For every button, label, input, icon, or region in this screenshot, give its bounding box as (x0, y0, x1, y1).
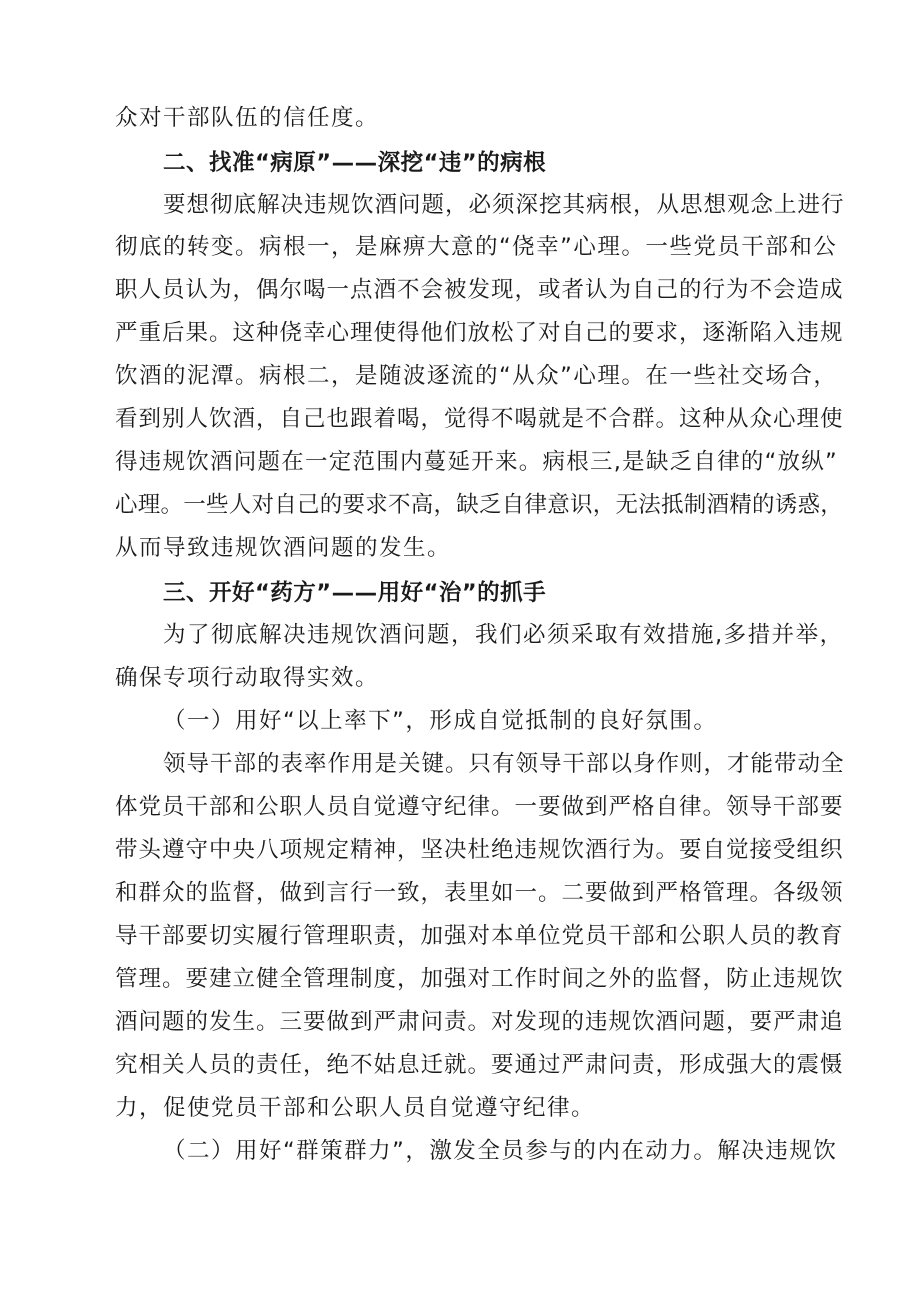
paragraph-line: 力，促使党员干部和公职人员自觉遵守纪律。 (115, 1095, 596, 1121)
paragraph-line: 管理。要建立健全管理制度，加强对工作时间之外的监督，防止违规饮 (115, 966, 844, 992)
paragraph-line: 为了彻底解决违规饮酒问题，我们必须采取有效措施,多措并举， (163, 622, 844, 648)
paragraph-line: 确保专项行动取得实效。 (115, 665, 380, 691)
paragraph-line: 导干部要切实履行管理职责，加强对本单位党员干部和公职人员的教育 (115, 923, 844, 949)
paragraph-line: 得违规饮酒问题在一定范围内蔓延开来。病根三,是缺乏自律的“放纵” (115, 449, 838, 475)
paragraph-line: 究相关人员的责任，绝不姑息迁就。要通过严肃问责，形成强大的震慑 (115, 1052, 844, 1078)
subsection-heading: （一）用好“以上率下”，形成自觉抵制的良好氛围。 (163, 708, 718, 734)
paragraph-line: 从而导致违规饮酒问题的发生。 (115, 535, 452, 561)
subsection-heading: （二）用好“群策群力”，激发全员参与的内在动力。解决违规饮 (163, 1138, 838, 1164)
section-heading: 二、找准“病原”——深挖“违”的病根 (163, 150, 547, 176)
paragraph-line: 职人员认为，偶尔喝一点酒不会被发现，或者认为自己的行为不会造成 (115, 277, 844, 303)
paragraph-line: 带头遵守中央八项规定精神，坚决杜绝违规饮酒行为。要自觉接受组织 (115, 837, 844, 863)
paragraph-line: 酒问题的发生。三要做到严肃问责。对发现的违规饮酒问题，要严肃追 (115, 1009, 844, 1035)
paragraph-line: 领导干部的表率作用是关键。只有领导干部以身作则，才能带动全 (163, 751, 845, 777)
paragraph-line: 要想彻底解决违规饮酒问题，必须深挖其病根，从思想观念上进行 (163, 192, 845, 218)
section-heading: 三、开好“药方”——用好“治”的抓手 (163, 580, 547, 606)
paragraph-line: 体党员干部和公职人员自觉遵守纪律。一要做到严格自律。领导干部要 (115, 794, 844, 820)
paragraph-line: 看到别人饮酒，自己也跟着喝，觉得不喝就是不合群。这种从众心理使 (115, 406, 844, 432)
paragraph-line: 和群众的监督，做到言行一致，表里如一。二要做到严格管理。各级领 (115, 880, 844, 906)
paragraph-line: 心理。一些人对自己的要求不高，缺乏自律意识，无法抵制酒精的诱惑， (115, 492, 844, 518)
paragraph-line: 彻底的转变。病根一，是麻痹大意的“侥幸”心理。一些党员干部和公 (115, 234, 838, 260)
paragraph-line: 饮酒的泥潭。病根二，是随波逐流的“从众”心理。在一些社交场合， (115, 363, 838, 389)
paragraph-line: 众对干部队伍的信任度。 (115, 105, 380, 131)
paragraph-line: 严重后果。这种侥幸心理使得他们放松了对自己的要求，逐渐陷入违规 (115, 320, 844, 346)
